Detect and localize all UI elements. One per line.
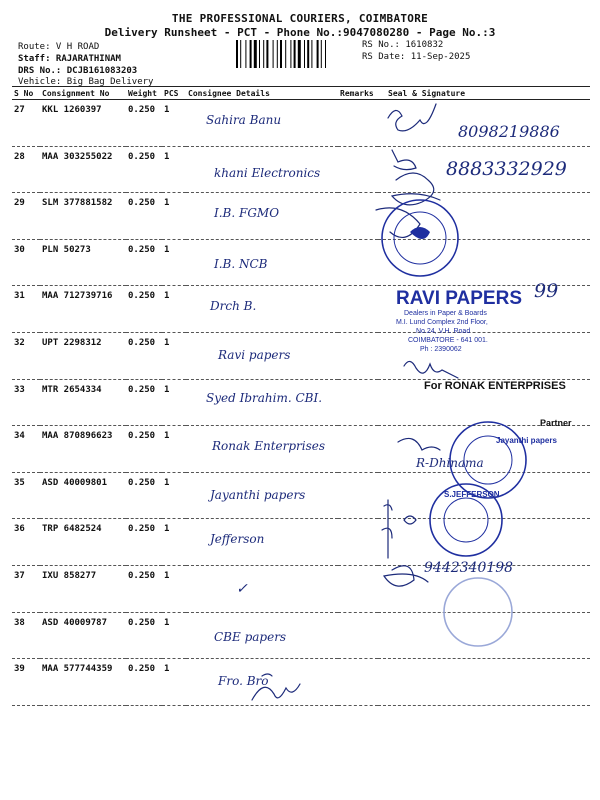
row-consignee-cell [186,659,338,706]
row-consignee-cell [186,146,338,193]
row-weight: 0.250 [126,426,162,473]
table-row [12,612,590,659]
row-sno: 37 [12,565,40,612]
row-weight: 0.250 [126,379,162,426]
row-consignee: Ronak Enterprises [212,439,326,454]
row-sno: 39 [12,659,40,706]
row-remarks [338,565,378,612]
col-seal: Seal & Signature [378,87,590,100]
row-sno: 35 [12,472,40,519]
row-sno: 27 [12,100,40,147]
row-consignee: CBE papers [214,629,287,644]
row-consignment: IXU 858277 [40,565,126,612]
row-consignee-cell [186,565,338,612]
row-seal [378,519,590,566]
row-remarks [338,612,378,659]
route-label: Route: V H ROAD [18,42,100,52]
row-consignee: Jefferson [210,532,265,547]
row-remarks [338,659,378,706]
barcode-bar [259,40,260,68]
row-consignment: PLN 50273 [40,239,126,286]
row-weight: 0.250 [126,472,162,519]
row-consignment: UPT 2298312 [40,332,126,379]
row-consignment: MAA 303255022 [40,146,126,193]
row-consignee-cell [186,379,338,426]
row-pcs: 1 [162,472,186,519]
drs-label: DRS No.: DCJB161083203 [18,66,138,76]
vehicle-label: Vehicle: Big Bag Delivery [18,77,154,87]
barcode-bar [294,40,296,68]
row-sno: 38 [12,612,40,659]
row-remarks [338,286,378,333]
barcode-bar [298,40,301,68]
row-consignment: MAA 712739716 [40,286,126,333]
barcode-bar [263,40,264,68]
row-consignee: Syed Ibrahim. CBI. [206,390,323,405]
row-sno: 34 [12,426,40,473]
staff-label: Staff: RAJARATHINAM [18,54,121,64]
row-seal [378,239,590,286]
row-seal [378,612,590,659]
barcode-bar [304,40,305,68]
row-remarks [338,239,378,286]
row-pcs: 1 [162,659,186,706]
barcode-bar [285,40,286,68]
row-remarks [338,332,378,379]
row-consignee: khani Electronics [214,165,321,180]
row-consignee-cell [186,193,338,240]
row-sno: 32 [12,332,40,379]
row-weight: 0.250 [126,193,162,240]
row-pcs: 1 [162,100,186,147]
jefferson-stamp: S.JEFFERSON [444,490,500,499]
barcode-bar [317,40,319,68]
row-remarks [338,519,378,566]
row-pcs: 1 [162,519,186,566]
row-pcs: 1 [162,146,186,193]
row-consignee: Fro. Bro [218,674,269,689]
barcode-bar [245,40,246,68]
row-consignment: MAA 870896623 [40,426,126,473]
barcode [236,40,358,68]
col-consignee: Consignee Details [186,87,338,100]
runsheet-subtitle: Delivery Runsheet - PCT - Phone No.:9047080280 - Page No.:3 [104,26,496,39]
row-consignment: ASD 40009787 [40,612,126,659]
ravi-stamp-line: M.I. Lund Complex 2nd Floor, [396,319,488,326]
barcode-bar [307,40,309,68]
table-row [12,193,590,240]
table-row [12,659,590,706]
row-sno: 36 [12,519,40,566]
col-weight: Weight [126,87,162,100]
row-consignee-cell [186,426,338,473]
row-consignee: Sahira Banu [206,113,282,127]
row-consignee: Jayanthi papers [210,487,306,502]
ronak-stamp: For RONAK ENTERPRISES [424,380,566,392]
barcode-bar [266,40,268,68]
row-consignee-cell [186,100,338,147]
row-sno: 31 [12,286,40,333]
row-consignee-cell [186,519,338,566]
barcode-bar [277,40,278,68]
rs-date: RS Date: 11-Sep-2025 [362,52,471,62]
row-weight: 0.250 [126,239,162,286]
row-seal [378,193,590,240]
table-row [12,332,590,379]
row-consignee: Drch B. [210,299,257,314]
col-consignment: Consignment No [40,87,126,100]
barcode-bar [273,40,274,68]
row-weight: 0.250 [126,332,162,379]
barcode-bar [325,40,326,68]
barcode-bar [311,40,312,68]
barcode-bar [290,40,291,68]
barcode-bar [280,40,282,68]
row-remarks [338,193,378,240]
barcode-bar [254,40,257,68]
row-remarks [338,472,378,519]
row-pcs: 1 [162,612,186,659]
row-weight: 0.250 [126,286,162,333]
ravi-stamp-line: Dealers in Paper & Boards [404,310,487,317]
row-consignee-cell [186,332,338,379]
row-sno: 30 [12,239,40,286]
col-pcs: PCS [162,87,186,100]
handwritten-phone: 8098219886 [458,122,560,141]
barcode-bar [321,40,322,68]
row-pcs: 1 [162,193,186,240]
row-weight: 0.250 [126,146,162,193]
row-pcs: 1 [162,286,186,333]
row-consignment: ASD 40009801 [40,472,126,519]
row-pcs: 1 [162,426,186,473]
ravi-stamp-line: Ph : 2390062 [420,346,462,353]
row-consignment: SLM 377881582 [40,193,126,240]
company-title: THE PROFESSIONAL COURIERS, COIMBATORE [171,12,429,25]
row-weight: 0.250 [126,659,162,706]
ronak-partner: Partner [540,418,572,428]
row-consignment: MTR 2654334 [40,379,126,426]
row-remarks [338,100,378,147]
row-remarks [338,379,378,426]
ravi-stamp-line: COIMBATORE - 641 001. [408,337,488,344]
handwritten-phone: 8883332929 [446,158,567,180]
row-consignment: KKL 1260397 [40,100,126,147]
table-row [12,472,590,519]
table-row [12,426,590,473]
row-consignment: TRP 6482524 [40,519,126,566]
row-pcs: 1 [162,332,186,379]
rs-number: RS No.: 1610832 [362,40,444,50]
table-header-row [12,87,590,100]
row-consignee-cell [186,286,338,333]
barcode-bar [240,40,241,68]
row-sno: 29 [12,193,40,240]
row-consignee: I.B. NCB [214,256,268,271]
row-consignee: Ravi papers [218,347,291,362]
ravi-stamp-line: No.24, V.H. Road [416,328,471,335]
row-seal [378,659,590,706]
row-consignment: MAA 577744359 [40,659,126,706]
handwritten-phone: 99 [534,280,559,302]
row-weight: 0.250 [126,519,162,566]
row-consignee: I.B. FGMO [214,206,280,221]
jayanthi-stamp: Jayanthi papers [496,436,557,445]
row-remarks [338,426,378,473]
row-pcs: 1 [162,565,186,612]
table-row [12,239,590,286]
row-sno: 33 [12,379,40,426]
handwritten-name: R-Dhinama [416,456,484,470]
row-sno: 28 [12,146,40,193]
ravi-stamp-title: RAVI PAPERS [396,288,522,309]
row-consignee-cell [186,612,338,659]
barcode-bar [236,40,238,68]
handwritten-phone: 9442340198 [424,560,514,576]
row-remarks [338,146,378,193]
row-seal [378,426,590,473]
row-weight: 0.250 [126,565,162,612]
row-pcs: 1 [162,379,186,426]
row-weight: 0.250 [126,612,162,659]
row-weight: 0.250 [126,100,162,147]
row-consignee-cell [186,472,338,519]
row-consignee-cell [186,239,338,286]
row-pcs: 1 [162,239,186,286]
col-remarks: Remarks [338,87,378,100]
col-sno: S No [12,87,40,100]
table-row [12,519,590,566]
barcode-bar [250,40,252,68]
row-consignee: ✓ [236,580,248,597]
